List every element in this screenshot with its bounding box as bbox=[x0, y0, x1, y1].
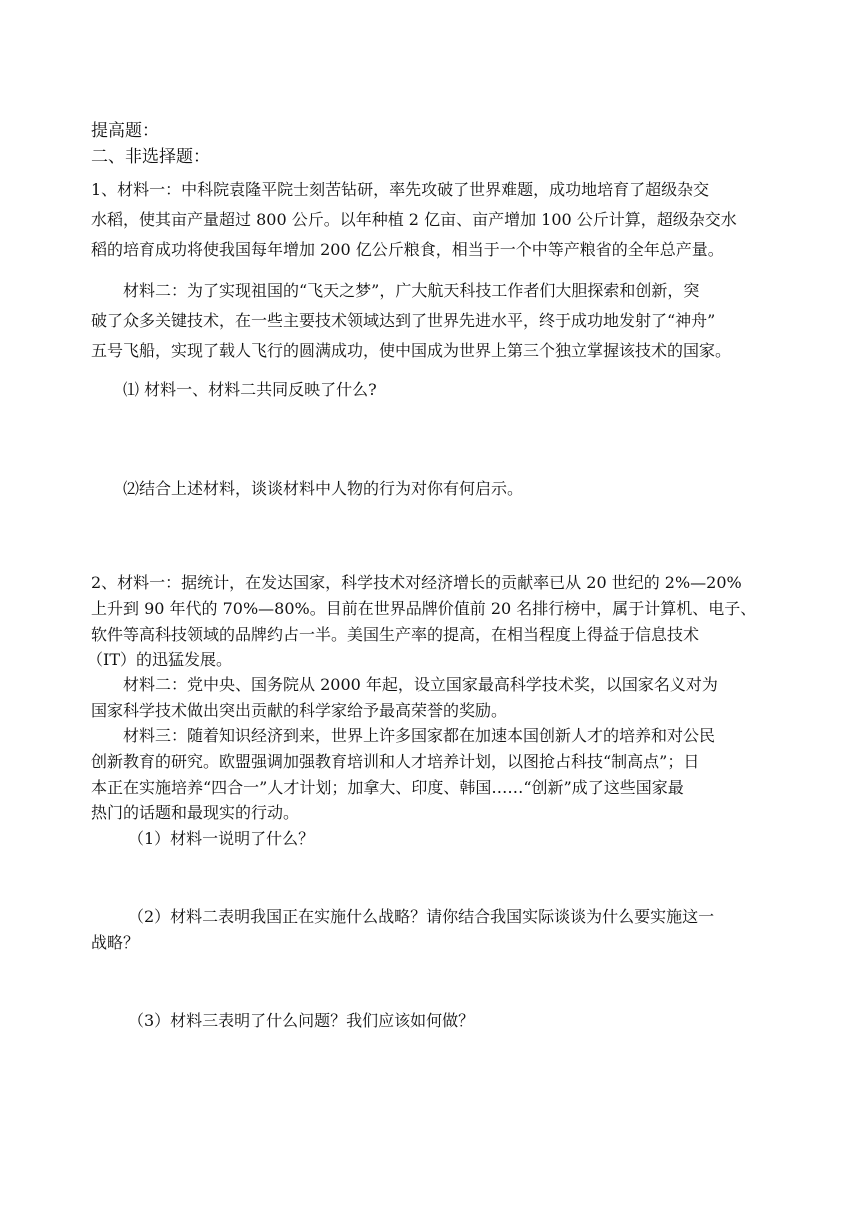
q1-subquestion-1: ⑴ 材料一、材料二共同反映了什么? bbox=[123, 380, 377, 399]
q1-material1-line2: 水稻，使其亩产量超过 800 公斤。以年种植 2 亿亩、亩产增加 100 公斤计算，超级杂交水 bbox=[91, 210, 737, 229]
q2-subquestion-2-line1: （2）材料二表明我国正在实施什么战略？请你结合我国实际谈谈为什么要实施这一 bbox=[128, 907, 715, 926]
q2-material1-line3: 软件等高科技领域的品牌约占一半。美国生产率的提高，在相当程度上得益于信息技术 bbox=[91, 625, 700, 644]
q2-material2-line2: 国家科学技术做出突出贡献的科学家给予最高荣誉的奖励。 bbox=[91, 701, 508, 720]
q1-material2-line1: 材料二：为了实现祖国的“飞天之梦”，广大航天科技工作者们大胆探索和创新，突 bbox=[123, 281, 700, 300]
section-title: 二、非选择题： bbox=[91, 147, 210, 167]
q2-material3-line4: 热门的话题和最现实的行动。 bbox=[91, 803, 300, 822]
q2-subquestion-1: （1）材料一说明了什么？ bbox=[128, 829, 315, 848]
q2-material3-line2: 创新教育的研究。欧盟强调加强教育培训和人才培养计划，以图抢占科技“制高点”；日 bbox=[91, 752, 700, 771]
q2-material1-line1: 2、材料一：据统计，在发达国家，科学技术对经济增长的贡献率已从 20 世纪的 2%—20% bbox=[91, 573, 742, 592]
q2-subquestion-3: （3）材料三表明了什么问题？我们应该如何做？ bbox=[128, 1011, 475, 1030]
q1-material1-line3: 稻的培育成功将使我国每年增加 200 亿公斤粮食，相当于一个中等产粮省的全年总产量。 bbox=[91, 240, 724, 259]
q2-material1-line4: （IT）的迅猛发展。 bbox=[87, 650, 232, 669]
q1-material2-line2: 破了众多关键技术，在一些主要技术领域达到了世界先进水平，终于成功地发射了“神舟” bbox=[91, 311, 716, 330]
q2-material3-line1: 材料三：随着知识经济到来，世界上许多国家都在加速本国创新人才的培养和对公民 bbox=[123, 726, 716, 745]
q2-material1-line2: 上升到 90 年代的 70%—80%。目前在世界品牌价值前 20 名排行榜中，属于计算机、电子、 bbox=[91, 599, 757, 618]
q1-material2-line3: 五号飞船，实现了载人飞行的圆满成功，使中国成为世界上第三个独立掌握该技术的国家。 bbox=[91, 341, 732, 360]
q2-material2-line1: 材料二：党中央、国务院从 2000 年起，设立国家最高科学技术奖，以国家名义对为 bbox=[123, 675, 718, 694]
q2-material3-line3: 本正在实施培养“四合一”人才计划；加拿大、印度、韩国……“创新”成了这些国家最 bbox=[91, 778, 684, 797]
heading-title: 提高题： bbox=[91, 121, 159, 141]
q1-subquestion-2: ⑵结合上述材料，谈谈材料中人物的行为对你有何启示。 bbox=[123, 479, 524, 498]
q2-subquestion-2-line2: 战略？ bbox=[91, 933, 140, 952]
q1-material1-line1: 1、材料一：中科院袁隆平院士刻苦钻研，率先攻破了世界难题，成功地培育了超级杂交 bbox=[91, 180, 710, 199]
